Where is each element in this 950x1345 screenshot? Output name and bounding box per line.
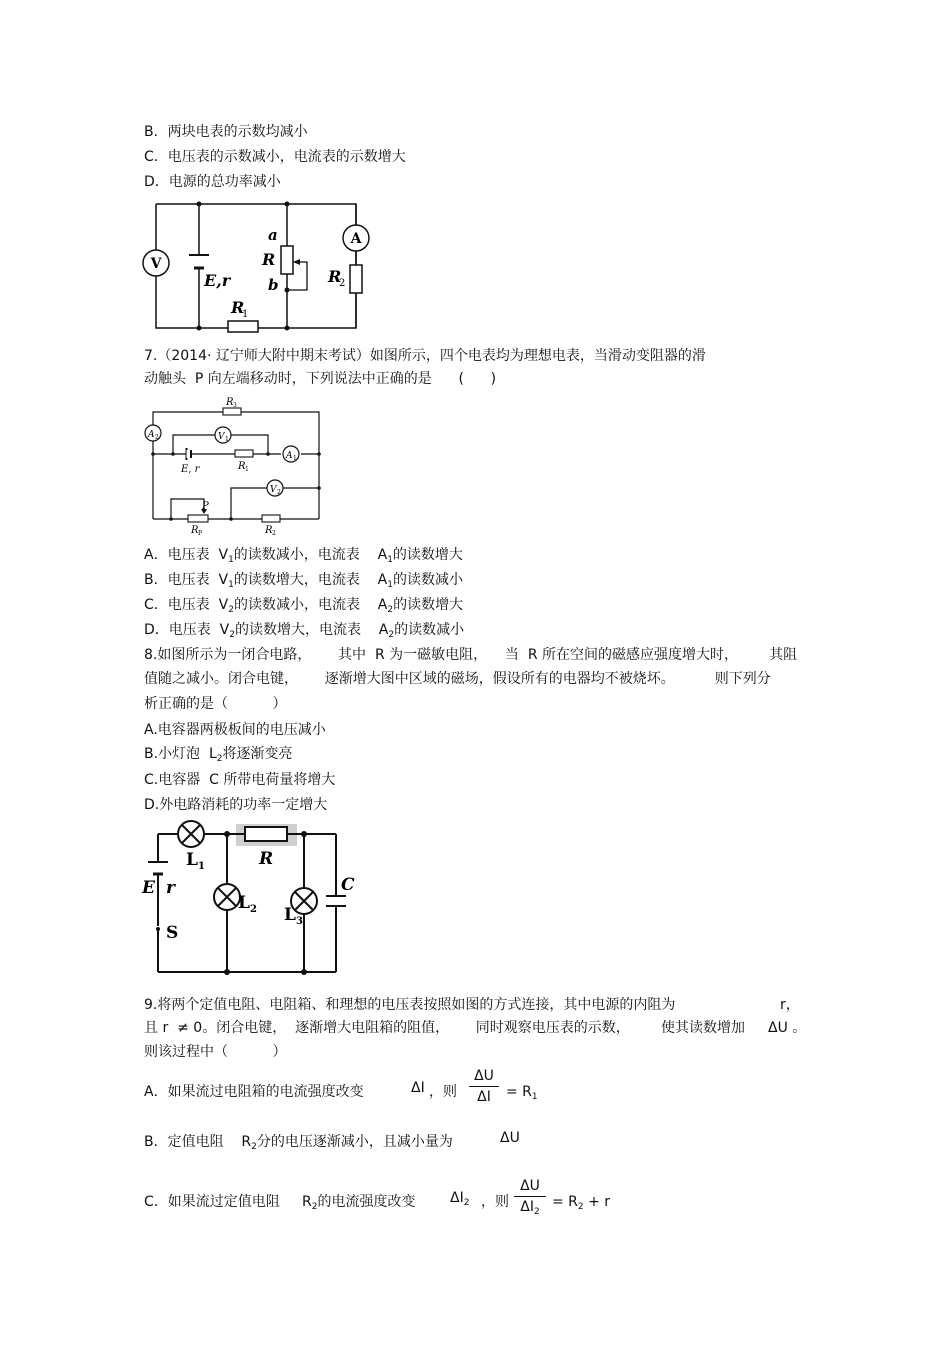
q6-option-c: C．电压表的示数减小，电流表的示数增大 [144, 149, 406, 165]
q9-option-a-text: A．如果流过电阻箱的电流强度改变 [144, 1084, 364, 1100]
l3-subscript: 3 [296, 916, 303, 927]
q8-option-c: C.电容器 C 所带电荷量将增大 [144, 772, 336, 788]
voltmeter-label: V [150, 256, 162, 272]
r1-subscript: 1 [242, 309, 249, 320]
slider-p-label: P [202, 501, 209, 512]
l2-label: L [238, 893, 250, 913]
q7-stem-line1: 7.（2014· 辽宁师大附中期末考试）如图所示，四个电表均为理想电表，当滑动变阻器的滑 [144, 348, 706, 364]
a1-subscript: 1 [293, 455, 297, 462]
q7-emf-label: E, r [181, 464, 200, 475]
q7-r1-subscript: 1 [245, 466, 249, 473]
q9-stem-line3: 则该过程中（ ） [144, 1044, 287, 1060]
v2-label: V [270, 485, 277, 495]
l1-subscript: 1 [198, 861, 205, 872]
q9-option-a-result: = $R_1$ [506, 1084, 538, 1102]
q9-option-c-delta-i2: $\Delta I_2$ [450, 1190, 470, 1208]
q9-stem-line1-end: r， [780, 997, 800, 1013]
q6-option-b: B．两块电表的示数均减小 [144, 124, 308, 140]
q8-stem-line2: 值随之减小。闭合电键， 逐渐增大图中区域的磁场，假设所有的电器均不被烧坏。 则下列分 [144, 671, 771, 687]
v1-subscript: 1 [225, 436, 229, 443]
q7-option-c: C．电压表 $V_2$的读数减小，电流表 $A_2$的读数增大 [144, 597, 464, 615]
q7-r2-label: R [265, 525, 273, 536]
q9-option-a-fraction [469, 1068, 499, 1105]
emf-label: E,r [204, 271, 231, 290]
l2-subscript: 2 [250, 904, 257, 915]
fraction-numerator: ΔU [514, 1178, 546, 1197]
rp-subscript: P [198, 530, 203, 537]
q8-option-b: B.小灯泡 $L_2$将逐渐变亮 [144, 746, 293, 764]
q8-option-a: A.电容器两极板间的电压减小 [144, 722, 326, 738]
q6-option-d: D．电源的总功率减小 [144, 174, 281, 190]
fraction-denominator: $\Delta I_2$ [520, 1199, 540, 1217]
r2-subscript: 2 [339, 278, 346, 289]
q7-stem-line2: 动触头 P 向左端移动时，下列说法中正确的是 ( ) [144, 371, 497, 387]
a2-label: A [148, 430, 155, 440]
a2-subscript: 2 [155, 434, 159, 441]
q9-option-b-text: B．定值电阻 $R_2$分的电压逐渐减小，且减小量为 [144, 1134, 453, 1152]
l3-label: L [284, 905, 296, 925]
q9-stem-line2: 且 r ≠ 0。闭合电键， 逐渐增大电阻箱的阻值， 同时观察电压表的示数， 使其读数增加 [144, 1020, 745, 1036]
v1-label: V [218, 432, 225, 442]
fraction-numerator: ΔU [469, 1068, 499, 1087]
q9-option-c-result: = $R_2 + r$ [552, 1194, 611, 1212]
q9-stem-line2-end: ΔU 。 [768, 1020, 807, 1036]
point-a-label: a [268, 226, 278, 244]
a1-label: A [286, 451, 293, 461]
q9-option-a-delta-i: ΔI [411, 1080, 425, 1096]
q9-option-c-fraction [514, 1178, 546, 1215]
l1-label: L [186, 850, 198, 870]
r1-label: R [231, 298, 245, 317]
q7-option-a: A．电压表 $V_1$的读数减小，电流表 $A_1$的读数增大 [144, 547, 463, 565]
r2-label: R [328, 267, 342, 286]
q7-option-b: B．电压表 $V_1$的读数增大，电流表 $A_1$的读数减小 [144, 572, 463, 590]
fraction-denominator: ΔI [477, 1089, 491, 1105]
rheostat-label: R [262, 250, 276, 269]
ammeter-label: A [350, 231, 362, 247]
q8-option-d: D.外电路消耗的功率一定增大 [144, 797, 328, 813]
switch-label: S [166, 923, 179, 943]
r3-subscript: 3 [233, 402, 237, 409]
q9-option-b-delta-u: ΔU [500, 1130, 520, 1146]
v2-subscript: 2 [277, 489, 281, 496]
q7-r2-subscript: 2 [272, 530, 276, 537]
q7-r1-label: R [238, 461, 246, 472]
q9-option-a-then: ，则 [429, 1084, 457, 1100]
magnetoresistor-label: R [259, 849, 274, 869]
capacitor-label: C [341, 875, 355, 895]
point-b-label: b [268, 276, 279, 294]
q8-internal-r-label: r [166, 878, 175, 898]
q9-option-c-then: ，则 [481, 1194, 509, 1210]
q9-stem-line1: 9.将两个定值电阻、电阻箱、和理想的电压表按照如图的方式连接，其中电源的内阻为 [144, 997, 676, 1013]
q8-stem-line1: 8.如图所示为一闭合电路， 其中 R 为一磁敏电阻， 当 R 所在空间的磁感应强度增大时， 其阻 [144, 647, 798, 663]
q9-option-c-text: C．如果流过定值电阻 $R_2$的电流强度改变 [144, 1194, 416, 1212]
q8-emf-label: E [142, 878, 155, 898]
r3-label: R [226, 397, 234, 408]
rp-label: R [191, 525, 199, 536]
q7-option-d: D．电压表 $V_2$的读数增大，电流表 $A_2$的读数减小 [144, 622, 465, 640]
q8-stem-line3: 析正确的是（ ） [144, 696, 287, 712]
